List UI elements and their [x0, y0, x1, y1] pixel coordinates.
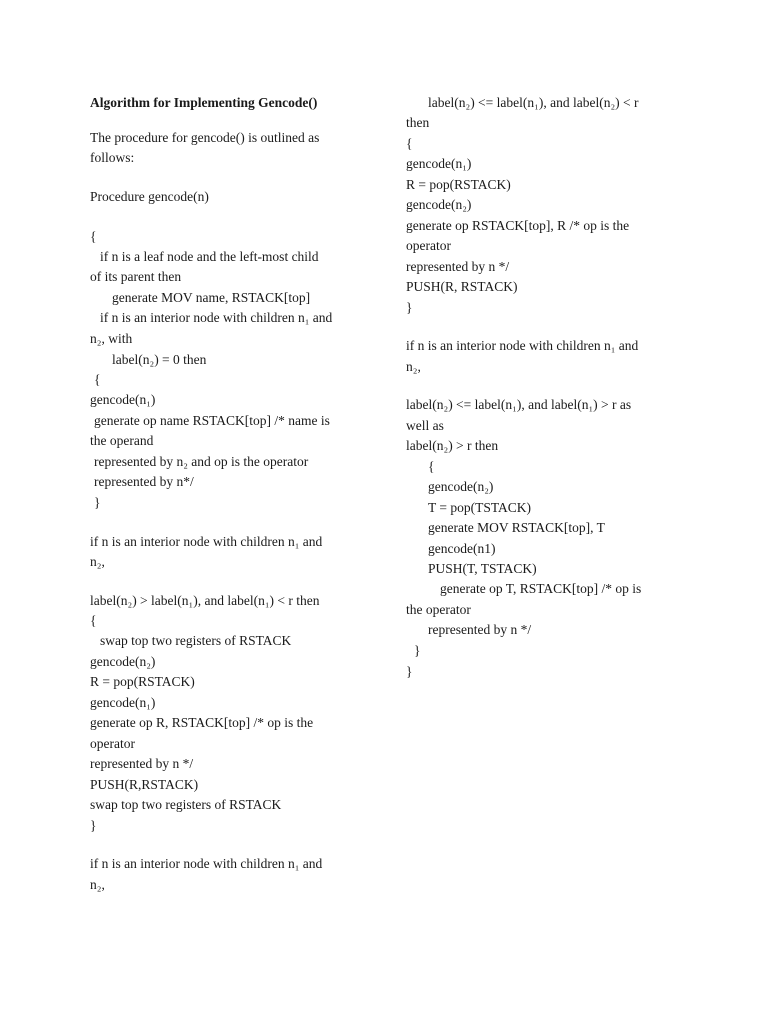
- intro-line-1: The procedure for gencode() is outlined as: [90, 130, 320, 145]
- code-line: label(n₂) = 0 then: [112, 352, 207, 367]
- code-line: gencode(n1): [428, 541, 496, 556]
- code-line: }: [90, 818, 97, 833]
- code-line: swap top two registers of RSTACK: [90, 797, 282, 812]
- code-line: PUSH(R,RSTACK): [90, 777, 199, 792]
- code-line: label(n₂) <= label(n₁), and label(n₂) < r: [428, 95, 639, 110]
- code-line: {: [94, 372, 101, 387]
- code-line: the operator: [406, 602, 471, 617]
- code-line: PUSH(T, TSTACK): [428, 561, 537, 576]
- code-line: }: [406, 664, 413, 679]
- code-line: represented by n*/: [94, 474, 194, 489]
- code-line: PUSH(R, RSTACK): [406, 279, 518, 294]
- code-line: if n is an interior node with children n₁ and: [406, 338, 639, 353]
- code-line: generate MOV RSTACK[top], T: [428, 520, 605, 535]
- code-line: if n is a leaf node and the left-most child: [100, 249, 319, 264]
- code-line: the operand: [90, 433, 154, 448]
- code-line: n₂,: [90, 877, 105, 892]
- code-line: if n is an interior node with children n₁ and: [90, 856, 323, 871]
- code-line: label(n₂) > r then: [406, 438, 499, 453]
- code-line: well as: [406, 418, 444, 433]
- code-line: {: [90, 613, 97, 628]
- code-line: T = pop(TSTACK): [428, 500, 532, 515]
- code-line: gencode(n₁): [90, 392, 156, 407]
- code-line: }: [414, 643, 421, 658]
- code-line: gencode(n₂): [90, 654, 156, 669]
- procedure-heading: Procedure gencode(n): [90, 189, 209, 204]
- code-line: generate op RSTACK[top], R /* op is the: [406, 218, 630, 233]
- code-line: label(n₂) <= label(n₁), and label(n₁) > r as: [406, 397, 632, 412]
- code-line: R = pop(RSTACK): [406, 177, 511, 192]
- code-line: label(n₂) > label(n₁), and label(n₁) < r then: [90, 593, 320, 608]
- code-line: }: [406, 300, 413, 315]
- code-line: operator: [406, 238, 451, 253]
- code-line: generate op R, RSTACK[top] /* op is the: [90, 715, 314, 730]
- intro-line-2: follows:: [90, 150, 135, 165]
- code-line: {: [406, 136, 413, 151]
- code-line: {: [90, 229, 97, 244]
- code-line: gencode(n₂): [428, 479, 494, 494]
- code-line: if n is an interior node with children n₁ and: [90, 534, 323, 549]
- code-line: represented by n₂ and op is the operator: [94, 454, 309, 469]
- code-line: gencode(n₁): [406, 156, 472, 171]
- code-line: n₂,: [406, 359, 421, 374]
- code-line: generate MOV name, RSTACK[top]: [112, 290, 311, 305]
- code-line: gencode(n₂): [406, 197, 472, 212]
- code-line: n₂,: [90, 554, 105, 569]
- code-line: if n is an interior node with children n₁ and: [100, 310, 333, 325]
- code-line: gencode(n₁): [90, 695, 156, 710]
- code-line: {: [428, 459, 435, 474]
- code-line: swap top two registers of RSTACK: [100, 633, 292, 648]
- code-line: then: [406, 115, 430, 130]
- code-line: operator: [90, 736, 135, 751]
- code-line: represented by n */: [428, 622, 532, 637]
- code-line: of its parent then: [90, 269, 182, 284]
- code-line: R = pop(RSTACK): [90, 674, 195, 689]
- code-line: n₂, with: [90, 331, 133, 346]
- code-line: represented by n */: [90, 756, 194, 771]
- code-line: generate op name RSTACK[top] /* name is: [94, 413, 330, 428]
- code-line: }: [94, 495, 101, 510]
- code-line: generate op T, RSTACK[top] /* op is: [440, 581, 642, 596]
- code-line: represented by n */: [406, 259, 510, 274]
- document-title: Algorithm for Implementing Gencode(): [90, 95, 318, 110]
